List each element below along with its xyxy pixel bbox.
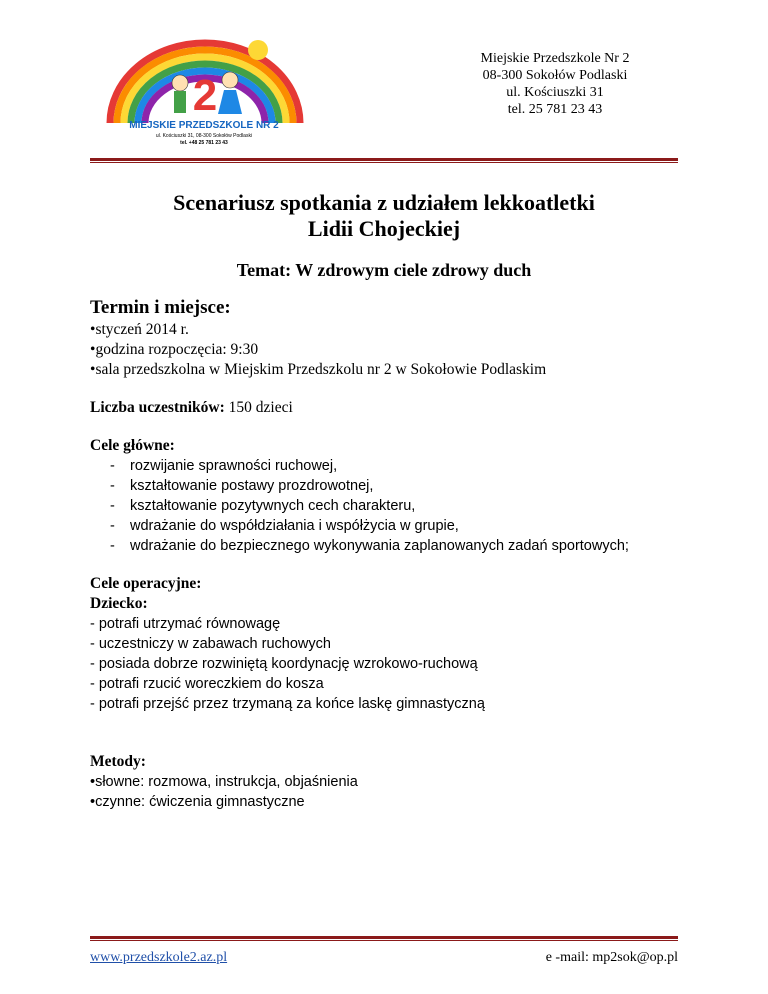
list-item: - potrafi rzucić woreczkiem do kosza (90, 676, 324, 692)
operational-list (90, 614, 678, 714)
logo-subline-2: tel. +48 25 781 23 43 (180, 140, 228, 146)
list-item: - uczestniczy w zabawach ruchowych (90, 636, 331, 652)
list-item: - posiada dobrze rozwiniętą koordynację wzrokowo-ruchową (90, 656, 478, 672)
list-item: • godzina rozpoczęcia: 9:30 (90, 340, 678, 360)
email-text: e -mail: mp2sok@op.pl (545, 950, 678, 965)
section-heading-termin: Termin i miejsce: (90, 297, 231, 318)
website-link[interactable]: www.przedszkole2.az.pl (90, 950, 228, 965)
address-line: Miejskie Przedszkole Nr 2 (480, 51, 630, 66)
logo-text: MIEJSKIE PRZEDSZKOLE NR 2 (129, 120, 279, 131)
section-heading-goals: Cele główne: (90, 437, 175, 454)
list-item: • styczeń 2014 r. (90, 320, 678, 340)
address-line: 08-300 Sokołów Podlaski (482, 68, 628, 83)
list-item: - potrafi przejść przez trzymaną za końce laskę gimnastyczną (90, 696, 485, 712)
list-item: - kształtowanie postawy prozdrowotnej, (118, 476, 678, 496)
participants-value: 150 dzieci (224, 399, 293, 416)
methods (90, 752, 678, 812)
header-divider-thin (90, 162, 678, 163)
footer-divider (90, 936, 678, 939)
list-item: • czynne: ćwiczenia gimnastyczne (90, 792, 678, 812)
logo-digit: 2 (192, 71, 218, 120)
list-item: - kształtowanie pozytywnych cech charakteru, (118, 496, 678, 516)
termin-list (90, 320, 678, 380)
operational-subheading: Dziecko: (90, 595, 148, 612)
list-item: • sala przedszkolna w Miejskim Przedszkolu nr 2 w Sokołowie Podlaskim (90, 360, 678, 380)
goals-list (90, 456, 678, 556)
school-address (430, 50, 680, 118)
footer-divider-thin (90, 940, 678, 941)
participants (90, 398, 678, 418)
list-item: - wdrażanie do bezpiecznego wykonywania zaplanowanych zadań sportowych; (118, 536, 678, 556)
list-item: - wdrażanie do współdziałania i współżycia w grupie, (118, 516, 678, 536)
methods-list (90, 772, 678, 812)
address-line: ul. Kościuszki 31 (506, 85, 604, 100)
address-line: tel. 25 781 23 43 (507, 102, 603, 117)
main-goals (90, 436, 678, 556)
logo-subline-1: ul. Kościuszki 31, 08-300 Sokołów Podlaski (155, 133, 253, 139)
kindergarten-logo-icon (90, 28, 318, 148)
document-body (90, 298, 678, 812)
theme-heading: Temat: W zdrowym ciele zdrowy duch (236, 260, 532, 280)
participants-label: Liczba uczestników: (90, 399, 225, 416)
header-divider (90, 158, 678, 161)
list-item: - rozwijanie sprawności ruchowej, (118, 456, 678, 476)
list-item: - potrafi utrzymać równowagę (90, 616, 281, 632)
page-title: Scenariusz spotkania z udziałem lekkoatletki Lidii Chojeckiej (173, 190, 595, 241)
section-heading-operational: Cele operacyjne: (90, 575, 202, 592)
section-heading-methods: Metody: (90, 753, 146, 770)
operational-goals (90, 574, 678, 714)
list-item: • słowne: rozmowa, instrukcja, objaśnienia (90, 772, 678, 792)
